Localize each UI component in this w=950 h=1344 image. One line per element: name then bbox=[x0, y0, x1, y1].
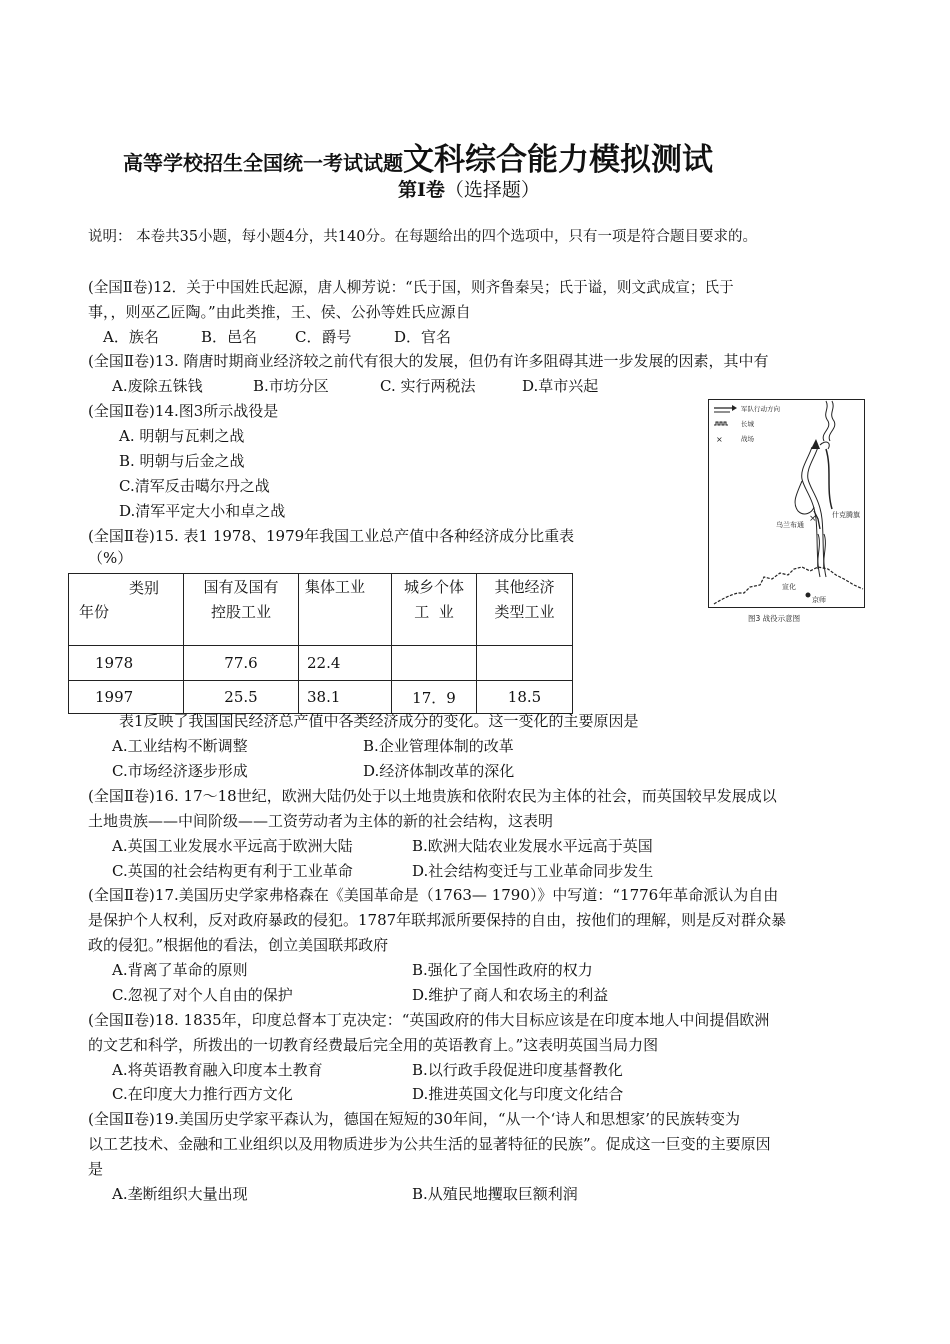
q12-option-d: D．官名 bbox=[394, 328, 452, 346]
q15-option-d: D.经济体制改革的深化 bbox=[363, 762, 515, 780]
map-frame bbox=[709, 400, 865, 608]
q17-option-c: C.忽视了对个人自由的保护 bbox=[112, 986, 293, 1004]
page-title-small: 高等学校招生全国统一考试试题 bbox=[123, 151, 403, 175]
table-cell: 18.5 bbox=[477, 681, 573, 714]
q18-option-a: A.将英语教育融入印度本土教育 bbox=[112, 1061, 323, 1079]
q15-stem-line2: （%） bbox=[88, 549, 133, 567]
place-shiketeng: 什克腾旗 bbox=[832, 511, 860, 519]
q12-stem-line1: (全国Ⅱ卷)12．关于中国姓氏起源，唐人柳芳说：“氏于国，则齐鲁秦吴；氏于谥，则文武成宣；氏于 bbox=[88, 279, 734, 296]
table-header-collective-l1: 集体工业 bbox=[305, 578, 366, 596]
battle-map-figure bbox=[708, 399, 865, 628]
q16-option-b: B.欧洲大陆农业发展水平远高于英国 bbox=[412, 837, 653, 855]
legend-battle-icon: × bbox=[716, 435, 723, 444]
q14-option-a: A. 明朝与瓦剌之战 bbox=[119, 427, 245, 445]
table-cell: 1997 bbox=[69, 681, 184, 714]
table-cell: 38.1 bbox=[299, 681, 392, 714]
table-header-collective bbox=[299, 574, 392, 646]
table-corner-year: 年份 bbox=[79, 603, 110, 621]
subtitle-volume: 第I卷 bbox=[398, 179, 445, 201]
q14-option-b: B. 明朝与后金之战 bbox=[119, 452, 245, 470]
place-xuanhua: 宣化 bbox=[782, 583, 796, 591]
q16-stem-line1: (全国Ⅱ卷)16. 17～18世纪，欧洲大陆仍处于以土地贵族和依附农民为主体的社会，而英国较早发展成以 bbox=[88, 787, 777, 805]
table-cell: 22.4 bbox=[299, 646, 392, 681]
q12-option-c: C．爵号 bbox=[295, 328, 352, 346]
q15-stem-line1: (全国Ⅱ卷)15. 表1 1978、1979年我国工业总产值中各种经济成分比重表 bbox=[88, 527, 575, 545]
q17-option-a: A.背离了革命的原则 bbox=[112, 961, 248, 979]
legend-wall-label: 长城 bbox=[741, 420, 754, 428]
table-cell: 25.5 bbox=[184, 681, 299, 714]
economic-composition-table bbox=[68, 573, 573, 714]
table-header-individual-l1: 城乡个体 bbox=[403, 578, 464, 596]
q14-option-d: D.清军平定大小和卓之战 bbox=[119, 502, 286, 520]
q15-option-c: C.市场经济逐步形成 bbox=[112, 762, 248, 780]
q19-option-b: B.从殖民地攫取巨额利润 bbox=[412, 1185, 578, 1203]
table-header-individual bbox=[392, 574, 477, 646]
q15-option-a: A.工业结构不断调整 bbox=[112, 737, 248, 755]
q12-option-b: B．邑名 bbox=[201, 328, 258, 346]
jingshi-marker bbox=[806, 593, 811, 598]
table-corner-category: 类别 bbox=[129, 579, 160, 597]
table-header-row bbox=[69, 574, 573, 646]
q12-option-a: A．族名 bbox=[103, 328, 159, 346]
q17-option-b: B.强化了全国性政府的权力 bbox=[412, 961, 593, 979]
table-row bbox=[69, 646, 573, 681]
page-title bbox=[123, 134, 713, 178]
q13-option-d: D.草市兴起 bbox=[522, 377, 599, 395]
q19-option-a: A.垄断组织大量出现 bbox=[112, 1185, 248, 1203]
q15-after-table: 表1反映了我国国民经济总产值中各类经济成分的变化。这一变化的主要原因是 bbox=[119, 712, 639, 730]
q16-stem-line2: 土地贵族——中间阶级——工资劳动者为主体的新的社会结构，这表明 bbox=[88, 812, 554, 830]
table-corner-cell bbox=[69, 574, 184, 646]
table-header-state bbox=[184, 574, 299, 646]
q13-option-c: C. 实行两税法 bbox=[380, 377, 476, 395]
q18-stem-line1: (全国Ⅱ卷)18. 1835年，印度总督本丁克决定：“英国政府的伟大目标应该是在印度本地人中间提倡欧洲 bbox=[88, 1011, 770, 1029]
table-header-other-l2: 类型工业 bbox=[494, 603, 555, 621]
table-cell bbox=[392, 646, 477, 681]
table-header-other-l1: 其他经济 bbox=[494, 578, 555, 596]
q13-option-a: A.废除五铢钱 bbox=[112, 377, 203, 395]
q16-option-a: A.英国工业发展水平远高于欧洲大陆 bbox=[112, 837, 353, 855]
q14-stem: (全国Ⅱ卷)14.图3所示战役是 bbox=[88, 402, 279, 420]
table-header-individual-l2: 工 业 bbox=[414, 603, 454, 621]
q17-stem-line2: 是保护个人权利，反对政府暴政的侵犯。1787年联邦派所要保持的自由，按他们的理解，则是反对群众暴 bbox=[88, 911, 787, 929]
q16-option-c: C.英国的社会结构更有利于工业革命 bbox=[112, 862, 353, 880]
page-title-large: 文科综合能力模拟测试 bbox=[403, 142, 713, 178]
q14-option-c: C.清军反击噶尔丹之战 bbox=[119, 477, 270, 495]
table-cell: 1978 bbox=[69, 646, 184, 681]
battle-site-icon: × bbox=[809, 514, 817, 524]
table-cell: 17．9 bbox=[392, 681, 477, 714]
q17-option-d: D.维护了商人和农场主的利益 bbox=[412, 986, 609, 1004]
q19-stem-line3: 是 bbox=[88, 1160, 104, 1178]
q15-option-b: B.企业管理体制的改革 bbox=[363, 737, 514, 755]
table-header-state-l1: 国有及国有 bbox=[203, 578, 279, 596]
place-wulanbutong: 乌兰布通 bbox=[776, 521, 804, 529]
q19-stem-line1: (全国Ⅱ卷)19.美国历史学家平森认为，德国在短短的30年间，“从一个‘诗人和思想家’的民族转变为 bbox=[88, 1110, 741, 1128]
q17-stem-line3: 政的侵犯。”根据他的看法，创立美国联邦政府 bbox=[88, 936, 389, 954]
instructions: 说明： 本卷共35小题，每小题4分，共140分。在每题给出的四个选项中，只有一项是符合题目要求的。 bbox=[88, 229, 757, 245]
q19-stem-line2: 以工艺技术、金融和工业组织以及用物质进步为公共生活的显著特征的民族”。促成这一巨变的主要原因 bbox=[88, 1135, 771, 1153]
subtitle-type: （选择题） bbox=[444, 179, 540, 201]
page-subtitle bbox=[398, 175, 540, 202]
q18-option-c: C.在印度大力推行西方文化 bbox=[112, 1085, 293, 1103]
table-cell bbox=[477, 646, 573, 681]
legend-march-label: 军队行动方向 bbox=[741, 405, 780, 413]
table-header-other bbox=[477, 574, 573, 646]
q18-option-b: B.以行政手段促进印度基督教化 bbox=[412, 1061, 623, 1079]
table-header-state-l2: 控股工业 bbox=[210, 603, 271, 621]
q12-stem-line2: 事，，则巫乙匠陶。”由此类推，王、侯、公孙等姓氏应源自 bbox=[88, 303, 471, 321]
q17-stem-line1: (全国Ⅱ卷)17.美国历史学家弗格森在《美国革命是（1763— 1790）》中写道：“1776年革命派认为自由 bbox=[88, 886, 779, 904]
q13-stem: (全国Ⅱ卷)13. 隋唐时期商业经济较之前代有很大的发展，但仍有许多阻碍其进一步发展的因素，其中有 bbox=[88, 352, 769, 370]
legend-battle-label: 战场 bbox=[741, 435, 754, 443]
q18-option-d: D.推进英国文化与印度文化结合 bbox=[412, 1085, 624, 1103]
q13-option-b: B.市坊分区 bbox=[253, 377, 329, 395]
q16-option-d: D.社会结构变迁与工业革命同步发生 bbox=[412, 862, 654, 880]
table-cell: 77.6 bbox=[184, 646, 299, 681]
place-jingshi: 京师 bbox=[812, 596, 826, 604]
q18-stem-line2: 的文艺和科学，所拨出的一切教育经费最后完全用的英语教育上。”这表明英国当局力图 bbox=[88, 1036, 659, 1054]
map-caption: 图3 战役示意图 bbox=[748, 614, 801, 623]
